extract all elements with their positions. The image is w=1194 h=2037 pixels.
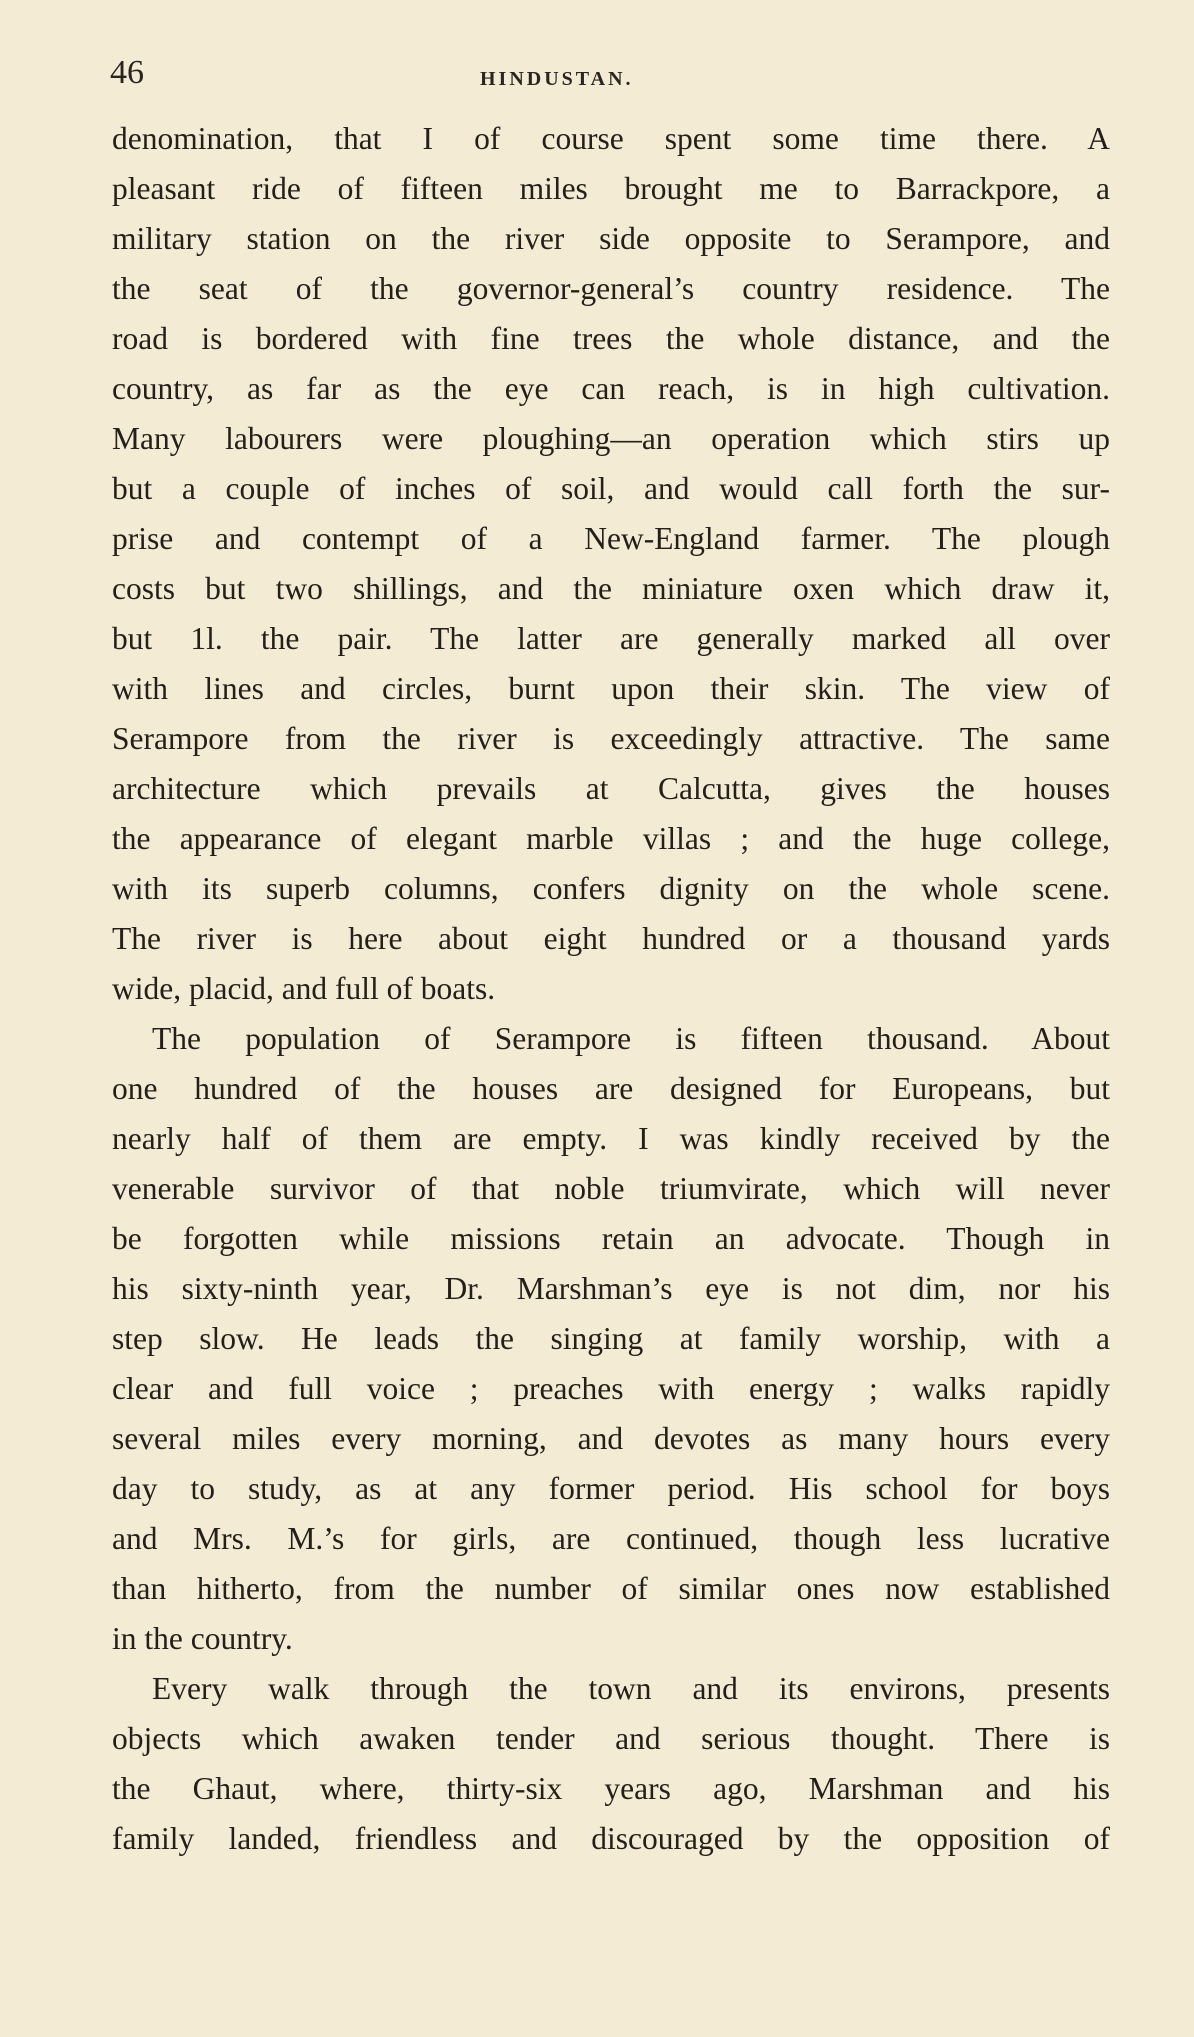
text-line: but 1l. the pair. The latter are generally marked all over (112, 621, 1110, 656)
text-line: in the country. (112, 1621, 293, 1656)
text-line: Serampore from the river is exceedingly attractive. The same (112, 721, 1110, 756)
paragraph (112, 1664, 1110, 1864)
text-line: one hundred of the houses are designed for Europeans, but (112, 1071, 1110, 1106)
paragraph (112, 1014, 1110, 1664)
page-number: 46 (110, 54, 144, 91)
text-line: be forgotten while missions retain an advocate. Though in (112, 1221, 1110, 1256)
text-line: wide, placid, and full of boats. (112, 971, 496, 1006)
text-line: day to study, as at any former period. His school for boys (112, 1471, 1110, 1506)
text-line: Many labourers were ploughing—an operation which stirs up (112, 421, 1110, 456)
text-line: with lines and circles, burnt upon their skin. The view of (112, 671, 1110, 706)
text-line: several miles every morning, and devotes as many hours every (112, 1421, 1110, 1456)
text-line: and Mrs. M.’s for girls, are continued, though less lucrative (112, 1521, 1110, 1556)
text-line: step slow. He leads the singing at family worship, with a (112, 1321, 1110, 1356)
text-line: clear and full voice ; preaches with energy ; walks rapidly (112, 1371, 1110, 1406)
text-line: the Ghaut, where, thirty-six years ago, Marshman and his (112, 1771, 1110, 1806)
body-text (112, 114, 1110, 1864)
text-line: The river is here about eight hundred or a thousand yards (112, 921, 1110, 956)
text-line: with its superb columns, confers dignity on the whole scene. (112, 871, 1110, 906)
text-line: costs but two shillings, and the miniature oxen which draw it, (112, 571, 1110, 606)
text-line: the seat of the governor-general’s country residence. The (112, 271, 1110, 306)
text-line: objects which awaken tender and serious thought. There is (112, 1721, 1110, 1756)
text-line: venerable survivor of that noble triumvirate, which will never (112, 1171, 1110, 1206)
page-header (110, 52, 1110, 102)
text-line: his sixty-ninth year, Dr. Marshman’s eye is not dim, nor his (112, 1271, 1110, 1306)
text-line: military station on the river side opposite to Serampore, and (112, 221, 1110, 256)
text-line: but a couple of inches of soil, and would call forth the sur- (112, 471, 1110, 506)
text-line: Every walk through the town and its environs, presents (152, 1671, 1110, 1706)
text-line: pleasant ride of fifteen miles brought me to Barrackpore, a (112, 171, 1110, 206)
text-line: family landed, friendless and discouraged by the opposition of (112, 1821, 1110, 1856)
text-line: The population of Serampore is fifteen thousand. About (152, 1021, 1110, 1056)
text-line: prise and contempt of a New-England farmer. The plough (112, 521, 1110, 556)
text-line: nearly half of them are empty. I was kindly received by the (112, 1121, 1110, 1156)
text-line: than hitherto, from the number of similar ones now established (112, 1571, 1110, 1606)
running-head: HINDUSTAN. (480, 68, 634, 90)
text-line: denomination, that I of course spent some time there. A (112, 121, 1110, 156)
text-line: the appearance of elegant marble villas ; and the huge college, (112, 821, 1110, 856)
text-line: country, as far as the eye can reach, is in high cultivation. (112, 371, 1110, 406)
text-line: road is bordered with fine trees the whole distance, and the (112, 321, 1110, 356)
text-line: architecture which prevails at Calcutta, gives the houses (112, 771, 1110, 806)
paragraph (112, 114, 1110, 1014)
